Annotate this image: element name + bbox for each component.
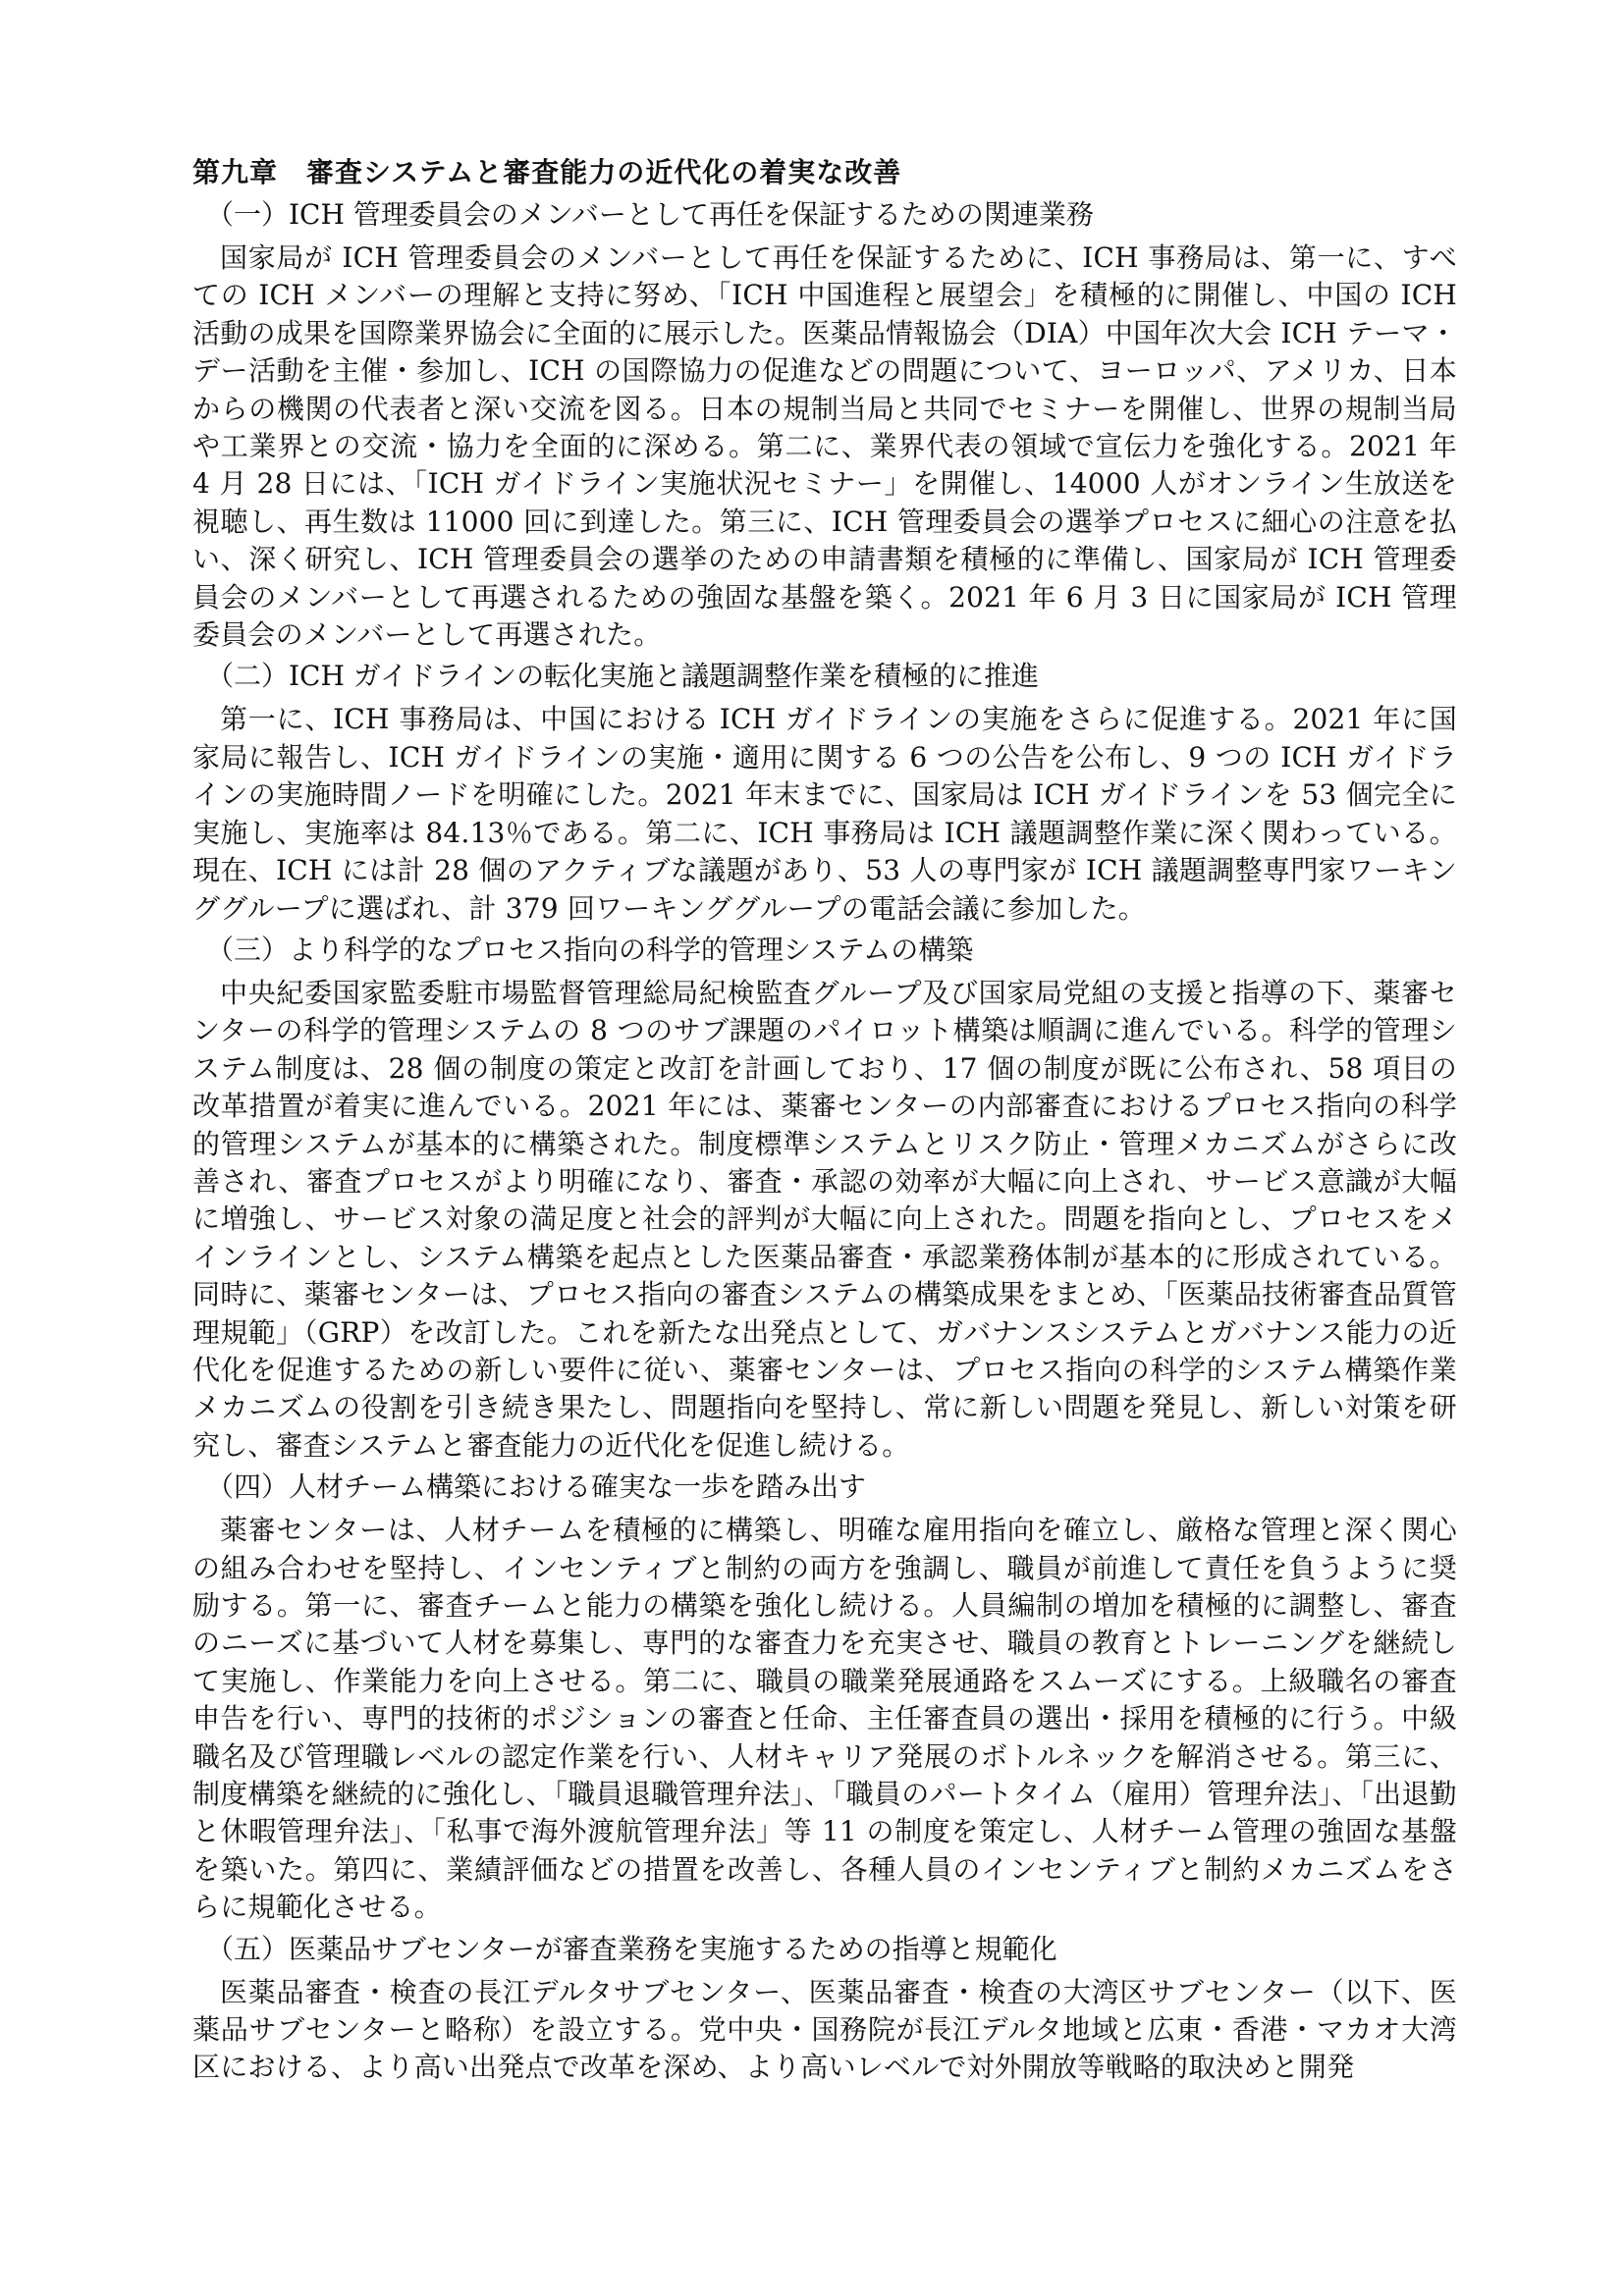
section-heading: （五）医薬品サブセンターが審査業務を実施するための指導と規範化 <box>206 1932 1057 1965</box>
chapter-title: 第九章 審査システムと審査能力の近代化の着実な改善 <box>192 156 902 188</box>
section-heading: （三）より科学的なプロセス指向の科学的管理システムの構築 <box>206 933 974 966</box>
document-body <box>192 153 1457 2091</box>
section-paragraph: 国家局が ICH 管理委員会のメンバーとして再任を保証するために、ICH 事務局は、第一に、すべての ICH メンバーの理解と支持に努め、「ICH 中国進程と展望会」を積極的に開催し、中国の ICH 活動の成果を国際業界協会に全面的に展示した。医薬品情報協会（DIA）中国年次大会 ICH テーマ・デー活動を主催・参加し、ICH の国際協力の促進などの問題について、ヨーロッパ、アメリカ、日本からの機関の代表者と深い交流を図る。日本の規制当局と共同でセミナーを開催し、世界の規制当局や工業界との交流・協力を全面的に深める。第二に、業界代表の領域で宣伝力を強化する。2021 年 4 月 28 日には、「ICH ガイドライン実施状況セミナー」を開催し、14000 人がオンライン生放送を視聴し、再生数は 11000 回に到達した。第三に、ICH 管理委員会の選挙プロセスに細心の注意を払い、深く研究し、ICH 管理委員会の選挙のための申請書類を積極的に準備し、国家局が ICH 管理委員会のメンバーとして再選されるための強固な基盤を築く。2021 年 6 月 3 日に国家局が ICH 管理委員会のメンバーとして再選された。 <box>192 241 1457 652</box>
section-heading: （四）人材チーム構築における確実な一歩を踏み出す <box>206 1470 867 1504</box>
section-heading: （一）ICH 管理委員会のメンバーとして再任を保証するための関連業務 <box>206 198 1094 231</box>
section-paragraph: 第一に、ICH 事務局は、中国における ICH ガイドラインの実施をさらに促進する。2021 年に国家局に報告し、ICH ガイドラインの実施・適用に関する 6 つの公告を公布し、9 つの ICH ガイドラインの実施時間ノードを明確にした。2021 年末までに、国家局は ICH ガイドラインを 53 個完全に実施し、実施率は 84.13％である。第二に、ICH 事務局は ICH 議題調整作業に深く関わっている。現在、ICH には計 28 個のアクティブな議題があり、53 人の専門家が ICH 議題調整専門家ワーキンググループに選ばれ、計 379 回ワーキンググループの電話会議に参加した。 <box>192 703 1457 925</box>
section-3 <box>192 932 1457 1465</box>
section-4 <box>192 1468 1457 1926</box>
section-paragraph: 中央紀委国家監委駐市場監督管理総局紀検監査グループ及び国家局党組の支援と指導の下、薬審センターの科学的管理システムの 8 つのサブ課題のパイロット構築は順調に進んでいる。科学的管理システム制度は、28 個の制度の策定と改訂を計画しており、17 個の制度が既に公布され、58 項目の改革措置が着実に進んでいる。2021 年には、薬審センターの内部審査におけるプロセス指向の科学的管理システムが基本的に構築された。制度標準システムとリスク防止・管理メカニズムがさらに改善され、審査プロセスがより明確になり、審査・承認の効率が大幅に向上され、サービス意識が大幅に増強し、サービス対象の満足度と社会的評判が大幅に向上された。問題を指向とし、プロセスをメインラインとし、システム構築を起点とした医薬品審査・承認業務体制が基本的に形成されている。同時に、薬審センターは、プロセス指向の審査システムの構築成果をまとめ、「医薬品技術審査品質管理規範」（GRP）を改訂した。これを新たな出発点として、ガバナンスシステムとガバナンス能力の近代化を促進するための新しい要件に従い、薬審センターは、プロセス指向の科学的システム構築作業メカニズムの役割を引き続き果たし、問題指向を堅持し、常に新しい問題を発見し、新しい対策を研究し、審査システムと審査能力の近代化を促進し続ける。 <box>192 976 1457 1462</box>
section-heading: （二）ICH ガイドラインの転化実施と議題調整作業を積極的に推進 <box>206 660 1040 693</box>
section-5 <box>192 1931 1457 2087</box>
section-paragraph: 薬審センターは、人材チームを積極的に構築し、明確な雇用指向を確立し、厳格な管理と深く関心の組み合わせを堅持し、インセンティブと制約の両方を強調し、職員が前進して責任を負うように奨励する。第一に、審査チームと能力の構築を強化し続ける。人員編制の増加を積極的に調整し、審査のニーズに基づいて人材を募集し、専門的な審査力を充実させ、職員の教育とトレーニングを継続して実施し、作業能力を向上させる。第二に、職員の職業発展通路をスムーズにする。上級職名の審査申告を行い、専門的技術的ポジションの審査と任命、主任審査員の選出・採用を積極的に行う。中級職名及び管理職レベルの認定作業を行い、人材キャリア発展のボトルネックを解消させる。第三に、制度構築を継続的に強化し、「職員退職管理弁法」、「職員のパートタイム（雇用）管理弁法」、「出退勤と休暇管理弁法」、「私事で海外渡航管理弁法」等 11 の制度を策定し、人材チーム管理の強固な基盤を築いた。第四に、業績評価などの措置を改善し、各種人員のインセンティブと制約メカニズムをさらに規範化させる。 <box>192 1514 1457 1924</box>
section-1 <box>192 196 1457 654</box>
section-paragraph: 医薬品審査・検査の長江デルタサブセンター、医薬品審査・検査の大湾区サブセンター（以下、医薬品サブセンターと略称）を設立する。党中央・国務院が長江デルタ地域と広東・香港・マカオ大湾区における、より高い出発点で改革を深め、より高いレベルで対外開放等戦略的取決めと開発 <box>192 1975 1457 2084</box>
section-2 <box>192 658 1457 927</box>
